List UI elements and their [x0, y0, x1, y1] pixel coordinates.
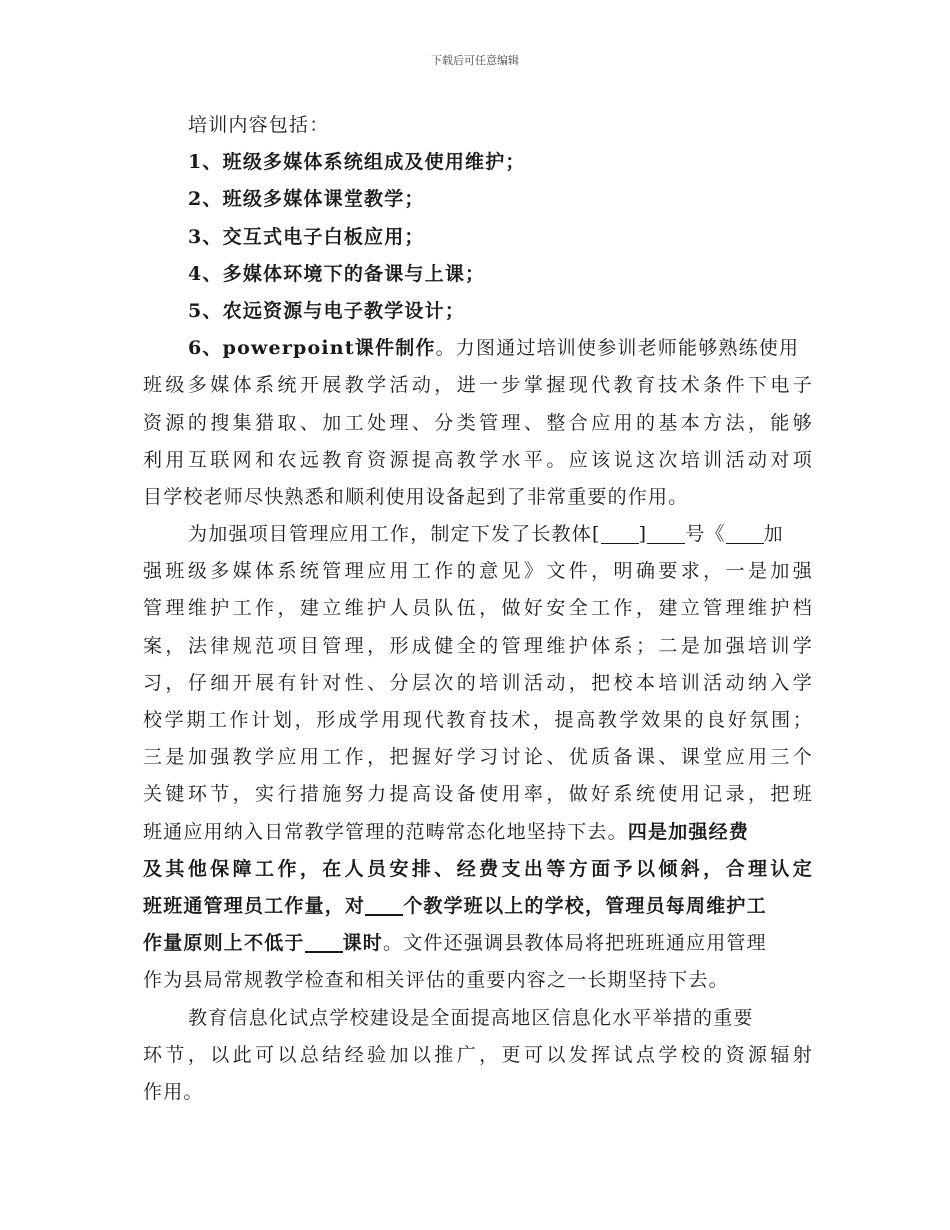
list-item-1: 1、班级多媒体系统组成及使用维护；	[188, 151, 526, 174]
text-span: 。力图通过培训使参训老师能够熟练使用	[435, 337, 800, 360]
list-item-4: 4、多媒体环境下的备课与上课；	[188, 262, 486, 285]
text-span: 号《	[685, 523, 726, 546]
text-line: 作为县局常规教学检查和相关评估的重要内容之一长期坚持下去。	[143, 969, 729, 992]
text-line: 教育信息化试点学校建设是全面提高地区信息化水平举措的重要	[188, 1006, 754, 1029]
text-line: 利用互联网和农远教育资源提高教学水平。应该说这次培训活动对项	[143, 448, 813, 471]
bold-span: 课时	[342, 932, 384, 955]
bold-span: 个教学班以上的学校，管理员每周维护工	[403, 894, 767, 917]
paragraph-training-goal	[143, 330, 813, 516]
text-line: 班级多媒体系统开展教学活动，进一步掌握现代教育技术条件下电子	[143, 374, 813, 397]
document-body	[143, 107, 813, 1111]
text-line: 管理维护工作，建立维护人员队伍，做好安全工作，建立管理维护档	[143, 597, 813, 620]
blank-underline	[647, 523, 685, 544]
text-line: 环节，以此可以总结经验加以推广，更可以发挥试点学校的资源辐射	[143, 1043, 813, 1066]
list-item-5: 5、农远资源与电子教学设计；	[188, 299, 466, 322]
blank-underline	[601, 523, 639, 544]
text-line: 强班级多媒体系统管理应用工作的意见》文件，明确要求，一是加强	[143, 560, 813, 583]
list-item-6: 6、powerpoint课件制作	[188, 337, 436, 360]
bold-span: 四是加强经费	[627, 820, 750, 843]
text-span: 加	[763, 523, 784, 546]
bold-line: 及其他保障工作，在人员安排、经费支出等方面予以倾斜，合理认定	[143, 857, 813, 880]
paragraph-pilot-schools	[143, 1000, 813, 1112]
text-line: 校学期工作计划，形成学用现代教育技术，提高教学效果的良好氛围；	[143, 709, 813, 731]
text-span: 。文件还强调县教体局将把班班通应用管理	[383, 932, 767, 955]
page-header: 下载后可任意编辑	[431, 54, 519, 67]
bold-span: 班班通管理员工作量，对	[143, 894, 366, 917]
intro-line: 培训内容包括：	[188, 114, 330, 136]
list-item-2: 2、班级多媒体课堂教学；	[188, 188, 425, 211]
text-line: 案，法律规范项目管理，形成健全的管理维护体系；二是加强培训学	[143, 634, 813, 657]
text-line: 三是加强教学应用工作，把握好学习讨论、优质备课、课堂应用三个	[143, 746, 813, 769]
text-line: 习，仔细开展有针对性、分层次的培训活动，把校本培训活动纳入学	[143, 671, 813, 694]
blank-underline	[305, 931, 343, 953]
text-line: 关键环节，实行措施努力提高设备使用率，做好系统使用记录，把班	[143, 783, 813, 806]
text-span: 为加强项目管理应用工作，制定下发了长教体[	[188, 523, 601, 546]
text-span: 班通应用纳入日常教学管理的范畴常态化地坚持下去。	[143, 820, 628, 843]
text-line: 资源的搜集猎取、加工处理、分类管理、整合应用的基本方法，能够	[143, 411, 813, 434]
text-span: ]	[638, 523, 648, 546]
list-item-3: 3、交互式电子白板应用；	[188, 225, 425, 248]
blank-underline	[365, 894, 403, 916]
text-line: 作用。	[143, 1080, 204, 1103]
blank-underline	[726, 523, 764, 544]
paragraph-management	[143, 516, 813, 999]
text-line: 目学校老师尽快熟悉和顺利使用设备起到了非常重要的作用。	[143, 485, 689, 508]
bold-span: 作量原则上不低于	[143, 932, 305, 955]
